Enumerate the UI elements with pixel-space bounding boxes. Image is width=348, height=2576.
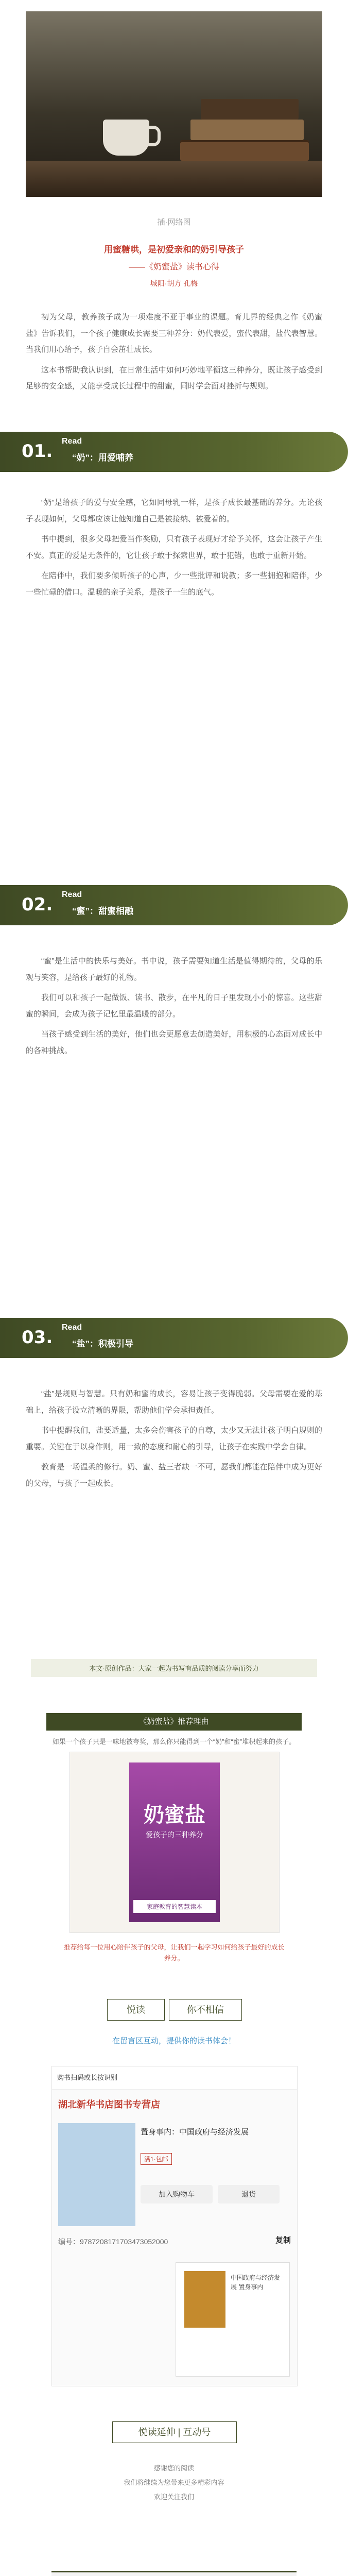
- product-code: 编号：9787208171703473052000: [58, 2238, 168, 2246]
- thanks-line: 感谢您的阅读: [153, 2464, 194, 2472]
- section-body-01: [26, 495, 322, 604]
- section-para: 教育是一场温柔的修行。奶、蜜、盐三者缺一不可，愿我们都能在陪伴中成为更好的父母，与孩子一起成长。: [26, 1463, 322, 1488]
- related-book-title: 中国政府与经济发展 置身事内: [231, 2274, 281, 2291]
- subhead: ——《奶蜜盐》读书心得: [128, 263, 219, 272]
- book-cover-title: 奶蜜盐: [144, 1804, 205, 1826]
- book-illustration: [190, 120, 304, 140]
- recommend-description: 推荐给每一位用心陪伴孩子的父母，让我们一起学习如何给孩子最好的成长养分。: [63, 1943, 285, 1962]
- section-title: “蜜”：甜蜜相融: [72, 906, 133, 916]
- section-number: 02.: [22, 894, 53, 915]
- intro-para: 初为父母，教养孩子成为一项难度不亚于事业的课题。育儿界的经典之作《奶蜜盐》告诉我们，一个孩子健康成长需要三种养分：奶代表爱，蜜代表甜，盐代表智慧。当我们用心给予，孩子自会茁壮成长。: [26, 313, 322, 354]
- related-book-cover: [184, 2271, 225, 2328]
- intro-para: 这本书帮助我认识到，在日常生活中如何巧妙地平衡这三种养分，既让孩子感受到足够的安全感，又能享受成长过程中的甜蜜，同时学会面对挫折与规则。: [26, 365, 322, 391]
- book-illustration: [201, 99, 299, 120]
- copy-button[interactable]: 复制: [275, 2236, 291, 2245]
- section-para: 书中提到，很多父母把爱当作奖励，只有孩子表现好才给予关怀，这会让孩子产生不安。真正的爱是无条件的，它让孩子敢于探索世界，敢于犯错，也敢于重新开始。: [26, 535, 322, 560]
- footer: [51, 2571, 297, 2576]
- author-line: 城阳·胡方 孔梅: [150, 279, 198, 287]
- book-card: [69, 1752, 280, 1933]
- section-body-02: [26, 953, 322, 1063]
- intro-paragraphs: [26, 309, 322, 399]
- table-surface: [26, 161, 322, 197]
- comment-prompt: 在留言区互动，提供你的读书体会！: [112, 2037, 236, 2045]
- product-title[interactable]: 置身事内：中国政府与经济发展: [141, 2128, 249, 2137]
- book-cover: [129, 1762, 220, 1922]
- section-number: 03.: [22, 1327, 53, 1348]
- section-read-tag: Read: [62, 890, 82, 899]
- section-header-01: [0, 422, 348, 484]
- section-header-02: [0, 876, 348, 938]
- section-read-tag: Read: [62, 1323, 82, 1332]
- pill-right: 你不相信: [169, 1999, 242, 2021]
- section-para: 当孩子感受到生活的美好，他们也会更愿意去创造美好，用积极的心态面对成长中的各种挑战。: [26, 1030, 322, 1055]
- product-actions: [141, 2185, 290, 2206]
- book-illustration: [180, 140, 309, 161]
- section-read-tag: Read: [62, 437, 82, 446]
- related-book-card[interactable]: [176, 2262, 290, 2377]
- section-title: “奶”：用爱哺养: [72, 453, 133, 463]
- screenshot-header: 购书扫码或长按识别: [52, 2066, 298, 2090]
- section-header-03: [0, 1309, 348, 1370]
- section-para: “蜜”是生活中的快乐与美好。书中说，孩子需要知道生活是值得期待的，父母的乐观与笑容，是给孩子最好的礼物。: [26, 957, 322, 982]
- thanks-line: 欢迎关注我们: [153, 2493, 194, 2501]
- headline: 用蜜糖哄，是初爱亲和的奶引导孩子: [104, 245, 244, 255]
- store-screenshot: [51, 2066, 298, 2386]
- hero-image: [26, 11, 322, 197]
- section-para: 我们可以和孩子一起做饭、读书、散步，在平凡的日子里发现小小的惊喜。这些甜蜜的瞬间，会成为孩子记忆里最温暖的部分。: [26, 993, 322, 1019]
- section-number: 01.: [22, 441, 53, 462]
- recommend-intro: 如果一个孩子只是一味地被夸奖，那么你只能得到一个“奶”和“蜜”堆积起来的孩子。: [52, 1738, 296, 1745]
- section-para: “盐”是规则与智慧。只有奶和蜜的成长，容易让孩子变得脆弱。父母需要在爱的基础上，给孩子设立清晰的界限，帮助他们学会承担责任。: [26, 1389, 322, 1415]
- section-body-03: [26, 1386, 322, 1496]
- thanks-line: 我们将继续为您带来更多精彩内容: [124, 2479, 224, 2486]
- pill-left: 悦读: [107, 1999, 165, 2021]
- book-cover-subtitle: 爱孩子的三种养分: [146, 1831, 203, 1839]
- section-para: 在陪伴中，我们要多倾听孩子的心声，少一些批评和说教；多一些拥抱和陪伴，少一些忙碌的借口。温暖的亲子关系，是孩子一生的底气。: [26, 571, 322, 597]
- book-cover-footer: 家庭教育的智慧读本: [133, 1900, 216, 1913]
- interaction-pill: 悦读延伸 | 互动号: [112, 2421, 237, 2443]
- store-name[interactable]: 湖北新华书店图书专营店: [58, 2099, 160, 2110]
- section-title: “盐”：积极引导: [72, 1339, 133, 1349]
- product-tag: 满1·包邮: [141, 2153, 172, 2165]
- recommend-title: 《奶蜜盐》推荐理由: [46, 1713, 302, 1731]
- add-to-cart-button[interactable]: 加入购物车: [141, 2185, 213, 2204]
- return-button[interactable]: 退货: [218, 2185, 280, 2204]
- product-image[interactable]: [58, 2123, 135, 2226]
- section-para: “奶”是给孩子的爱与安全感，它如同母乳一样，是孩子成长最基础的养分。无论孩子表现如何，父母都应该让他知道自己是被接纳、被爱着的。: [26, 498, 322, 523]
- coffee-cup-illustration: [103, 120, 149, 156]
- image-caption: 插·网络图: [157, 218, 191, 227]
- section-para: 书中提醒我们，盐要适量，太多会伤害孩子的自尊，太少又无法让孩子明白规则的重要。关键在于以身作则，用一致的态度和耐心的引导，让孩子在实践中学会自律。: [26, 1426, 322, 1451]
- original-banner: 本文·原创作品：大家一起为书写有品质的阅读分享而努力: [31, 1659, 317, 1677]
